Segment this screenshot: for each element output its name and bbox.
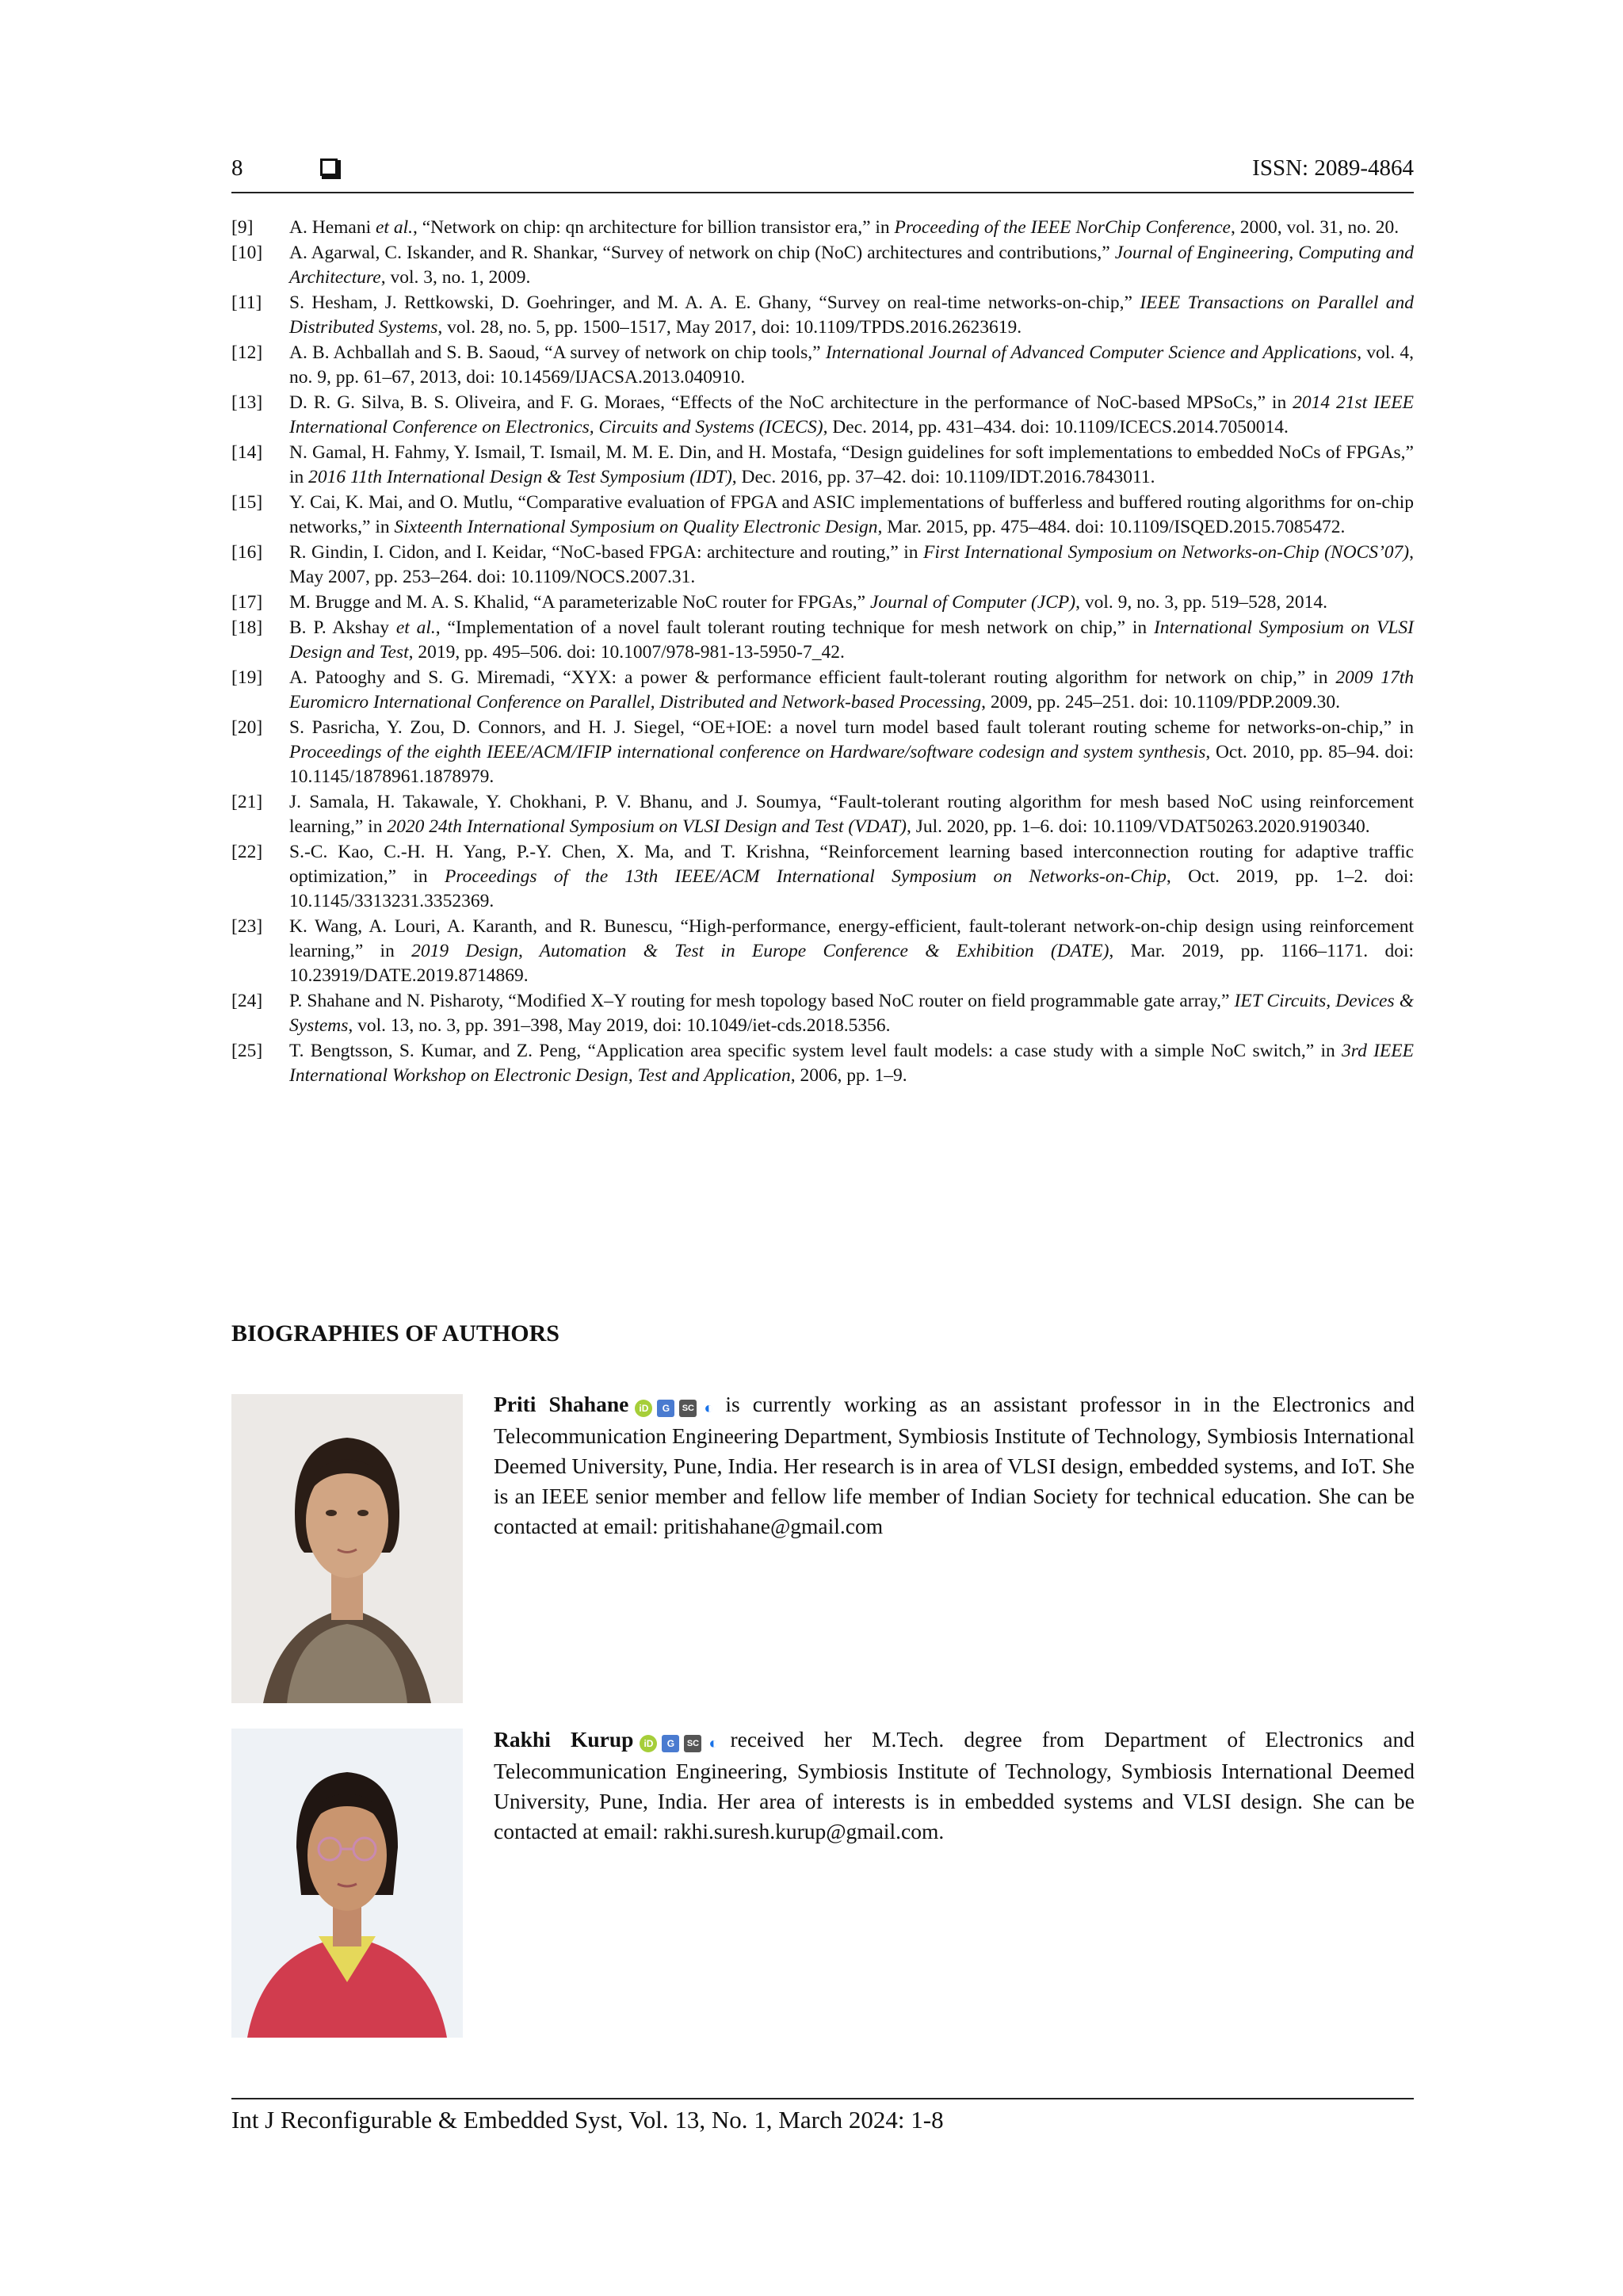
reference-italic: Proceeding of the IEEE NorChip Conference bbox=[894, 217, 1231, 238]
reference-number: [17] bbox=[231, 592, 263, 613]
author-photo-rakhi-kurup bbox=[231, 1729, 463, 2038]
reference-segment: A. Agarwal, C. Iskander, and R. Shankar, “Survey of network on chip (NoC) architectures and contributions,” bbox=[289, 243, 1115, 263]
reference-italic: Journal of Computer (JCP) bbox=[869, 592, 1076, 613]
reference-segment: , 2009, pp. 245–251. doi: 10.1109/PDP.2009.30. bbox=[981, 692, 1340, 712]
reference-text bbox=[289, 492, 1414, 537]
reference-italic: 2020 24th International Symposium on VLSI Design and Test (VDAT) bbox=[387, 816, 907, 837]
reference-number: [13] bbox=[231, 392, 263, 413]
reference-italic: International Journal of Advanced Computer Science and Applications bbox=[825, 342, 1358, 363]
reference-text bbox=[289, 442, 1414, 487]
reference-segment: P. Shahane and N. Pisharoty, “Modified X–Y routing for mesh topology based NoC router on field programmable gate array,” bbox=[289, 991, 1235, 1011]
reference-number: [21] bbox=[231, 792, 263, 812]
reference-text bbox=[289, 717, 1414, 787]
reference-segment: , “Implementation of a novel fault tolerant routing technique for mesh network on chip,” in bbox=[435, 617, 1154, 638]
author-profile-icons bbox=[635, 1391, 720, 1421]
footer-rule bbox=[231, 2098, 1414, 2099]
publons-icon[interactable]: ◐ bbox=[701, 1400, 716, 1417]
reference-item bbox=[231, 391, 1414, 440]
reference-item bbox=[231, 790, 1414, 839]
author-bio-text: received her M.Tech. degree from Department of Electronics and Telecommunication Engineering, Symbiosis Institute of Technology, Symbiosis International Deemed University, Pune, India. Her area of interests is in embedded systems and VLSI design. She can be contacted at email: rakhi.suresh.kurup@gmail.com. bbox=[494, 1727, 1415, 1843]
reference-text bbox=[289, 617, 1414, 663]
reference-text bbox=[289, 842, 1414, 911]
reference-number: [24] bbox=[231, 991, 263, 1011]
reference-segment: S. Pasricha, Y. Zou, D. Connors, and H. J. Siegel, “OE+IOE: a novel turn model based fault tolerant routing scheme for networks-on-chip,” in bbox=[289, 717, 1414, 738]
reference-segment: S.-C. Kao, C.-H. H. Yang, P.-Y. Chen, X. Ma, and T. Krishna, “Reinforcement learning based interconnection routing for adaptive traffic optimization,” in bbox=[289, 842, 1414, 887]
reference-text bbox=[289, 542, 1414, 587]
reference-item bbox=[231, 541, 1414, 590]
reference-item bbox=[231, 441, 1414, 490]
reference-italic: 2016 11th International Design & Test Symposium (IDT) bbox=[308, 467, 732, 487]
reference-text bbox=[289, 1041, 1414, 1086]
reference-segment: , vol. 13, no. 3, pp. 391–398, May 2019, doi: 10.1049/iet-cds.2018.5356. bbox=[348, 1015, 891, 1036]
reference-segment: T. Bengtsson, S. Kumar, and Z. Peng, “Application area specific system level fault models: a case study with a simple NoC switch,” in bbox=[289, 1041, 1342, 1061]
reference-item bbox=[231, 716, 1414, 789]
reference-italic: 2009 17th Euromicro International Conference on Parallel, Distributed and Network-based Processing bbox=[289, 667, 1415, 712]
scopus-icon[interactable]: SC bbox=[684, 1735, 701, 1752]
reference-text bbox=[289, 243, 1414, 288]
reference-segment: N. Gamal, H. Fahmy, Y. Ismail, T. Ismail, M. M. E. Din, and H. Mostafa, “Design guidelines for soft implementations to embedded NoCs of FPGAs,” in bbox=[289, 442, 1414, 487]
reference-italic: et al. bbox=[395, 617, 436, 638]
reference-segment: A. Hemani bbox=[289, 217, 376, 238]
reference-segment: R. Gindin, I. Cidon, and I. Keidar, “NoC-based FPGA: architecture and routing,” in bbox=[289, 542, 923, 563]
reference-segment: , Dec. 2014, pp. 431–434. doi: 10.1109/ICECS.2014.7050014. bbox=[823, 417, 1289, 437]
author-name: Priti Shahane bbox=[494, 1392, 629, 1416]
reference-number: [16] bbox=[231, 542, 263, 563]
reference-text bbox=[289, 991, 1414, 1036]
reference-segment: , vol. 9, no. 3, pp. 519–528, 2014. bbox=[1075, 592, 1327, 613]
reference-italic: 3rd IEEE International Workshop on Electronic Design, Test and Application bbox=[289, 1041, 1414, 1086]
reference-number: [15] bbox=[231, 492, 263, 513]
references-list bbox=[231, 216, 1414, 1089]
reference-segment: , Mar. 2015, pp. 475–484. doi: 10.1109/ISQED.2015.7085472. bbox=[877, 517, 1346, 537]
reference-number: [9] bbox=[231, 217, 254, 238]
reference-item bbox=[231, 616, 1414, 665]
reference-italic: IET Circuits, Devices & Systems bbox=[289, 991, 1414, 1036]
reference-number: [22] bbox=[231, 842, 263, 862]
page-header bbox=[231, 155, 1414, 190]
reference-text bbox=[289, 667, 1414, 712]
reference-text bbox=[289, 592, 1327, 613]
reference-italic: et al. bbox=[376, 217, 413, 238]
reference-segment: , Dec. 2016, pp. 37–42. doi: 10.1109/IDT.2016.7843011. bbox=[731, 467, 1155, 487]
reference-number: [25] bbox=[231, 1041, 263, 1061]
reference-italic: 2014 21st IEEE International Conference on Electronics, Circuits and Systems (ICECS) bbox=[289, 392, 1414, 437]
reference-segment: , Oct. 2010, pp. 85–94. doi: 10.1145/1878961.1878979. bbox=[289, 742, 1414, 787]
reference-segment: , 2006, pp. 1–9. bbox=[790, 1065, 907, 1086]
reference-number: [18] bbox=[231, 617, 263, 638]
reference-segment: M. Brugge and M. A. S. Khalid, “A parameterizable NoC router for FPGAs,” bbox=[289, 592, 870, 613]
reference-italic: Proceedings of the 13th IEEE/ACM International Symposium on Networks-on-Chip bbox=[444, 866, 1167, 887]
issn: ISSN: 2089-4864 bbox=[1252, 155, 1414, 181]
reference-text bbox=[289, 792, 1414, 837]
reference-number: [12] bbox=[231, 342, 263, 363]
biographies-heading: BIOGRAPHIES OF AUTHORS bbox=[231, 1320, 559, 1347]
publons-icon[interactable]: ◐ bbox=[706, 1735, 720, 1752]
google-scholar-icon[interactable]: G bbox=[662, 1735, 679, 1752]
reference-text bbox=[289, 292, 1414, 338]
reference-text bbox=[289, 217, 1399, 238]
author-bio-text: is currently working as an assistant professor in in the Electronics and Telecommunication Engineering Department, Symbiosis Institute of Technology, Symbiosis International Deemed University, Pune, India. Her research is in area of VLSI design, embedded systems, and IoT. She is an IEEE senior member and fellow life member of Indian Society for technical education. She can be contacted at email: pritishahane@gmail.com bbox=[494, 1392, 1415, 1538]
reference-item bbox=[231, 1039, 1414, 1088]
reference-item bbox=[231, 341, 1414, 390]
reference-number: [23] bbox=[231, 916, 263, 937]
reference-segment: K. Wang, A. Louri, A. Karanth, and R. Bunescu, “High-performance, energy-efficient, fault-tolerant network-on-chip design using reinforcement learning,” in bbox=[289, 916, 1414, 961]
reference-number: [10] bbox=[231, 243, 263, 263]
reference-italic: 2019 Design, Automation & Test in Europe Conference & Exhibition (DATE) bbox=[411, 941, 1109, 961]
reference-italic: International Symposium on VLSI Design and Test bbox=[289, 617, 1414, 663]
reference-number: [20] bbox=[231, 717, 263, 738]
reference-item bbox=[231, 840, 1414, 914]
reference-text bbox=[289, 916, 1414, 986]
reference-italic: First International Symposium on Networks-on-Chip (NOCS’07) bbox=[922, 542, 1410, 563]
author-profile-icons bbox=[640, 1726, 725, 1756]
reference-segment: A. B. Achballah and S. B. Saoud, “A survey of network on chip tools,” bbox=[289, 342, 826, 363]
biography-priti-shahane bbox=[494, 1389, 1415, 1541]
reference-item bbox=[231, 989, 1414, 1038]
google-scholar-icon[interactable]: G bbox=[657, 1400, 674, 1417]
reference-segment: , Oct. 2019, pp. 1–2. doi: 10.1145/3313231.3352369. bbox=[289, 866, 1414, 911]
reference-number: [11] bbox=[231, 292, 262, 313]
reference-segment: , 2019, pp. 495–506. doi: 10.1007/978-981-13-5950-7_42. bbox=[408, 642, 845, 663]
reference-text bbox=[289, 392, 1414, 437]
reference-item bbox=[231, 666, 1414, 715]
reference-segment: , vol. 4, no. 9, pp. 61–67, 2013, doi: 10.14569/IJACSA.2013.040910. bbox=[289, 342, 1415, 388]
reference-text bbox=[289, 342, 1414, 388]
reference-number: [19] bbox=[231, 667, 263, 688]
reference-italic: Journal of Engineering, Computing and Architecture bbox=[289, 243, 1414, 288]
reference-italic: Proceedings of the eighth IEEE/ACM/IFIP international conference on Hardware/software codesign and system synthesis bbox=[289, 742, 1206, 762]
page-footer: Int J Reconfigurable & Embedded Syst, Vol. 13, No. 1, March 2024: 1-8 bbox=[231, 2106, 944, 2134]
reference-item bbox=[231, 291, 1414, 340]
reference-segment: , “Network on chip: qn architecture for billion transistor era,” in bbox=[413, 217, 895, 238]
reference-segment: A. Patooghy and S. G. Miremadi, “XYX: a power & performance efficient fault-tolerant routing algorithm for network on chip,” in bbox=[289, 667, 1336, 688]
reference-segment: , Jul. 2020, pp. 1–6. doi: 10.1109/VDAT50263.2020.9190340. bbox=[906, 816, 1370, 837]
reference-segment: , 2000, vol. 31, no. 20. bbox=[1230, 217, 1400, 238]
reference-segment: , May 2007, pp. 253–264. doi: 10.1109/NOCS.2007.31. bbox=[289, 542, 1414, 587]
reference-item bbox=[231, 590, 1414, 615]
author-photo-priti-shahane bbox=[231, 1394, 463, 1703]
author-name: Rakhi Kurup bbox=[494, 1727, 634, 1752]
reference-item bbox=[231, 241, 1414, 290]
reference-item bbox=[231, 216, 1414, 240]
scopus-icon[interactable]: SC bbox=[679, 1400, 697, 1417]
orcid-icon[interactable]: iD bbox=[640, 1735, 657, 1752]
reference-segment: S. Hesham, J. Rettkowski, D. Goehringer, and M. A. A. E. Ghany, “Survey on real-time networks-on-chip,” bbox=[289, 292, 1140, 313]
reference-segment: , vol. 28, no. 5, pp. 1500–1517, May 2017, doi: 10.1109/TPDS.2016.2623619. bbox=[437, 317, 1022, 338]
checkbox-square-icon bbox=[320, 159, 338, 176]
reference-segment: Y. Cai, K. Mai, and O. Mutlu, “Comparative evaluation of FPGA and ASIC implementations of bufferless and buffered routing algorithms for on-chip networks,” in bbox=[289, 492, 1414, 537]
header-rule bbox=[231, 192, 1414, 193]
reference-italic: IEEE Transactions on Parallel and Distributed Systems bbox=[289, 292, 1414, 338]
reference-segment: B. P. Akshay bbox=[289, 617, 396, 638]
reference-segment: D. R. G. Silva, B. S. Oliveira, and F. G. Moraes, “Effects of the NoC architecture in the performance of NoC-based MPSoCs,” in bbox=[289, 392, 1293, 413]
reference-item bbox=[231, 491, 1414, 540]
reference-segment: , vol. 3, no. 1, 2009. bbox=[380, 267, 531, 288]
reference-item bbox=[231, 915, 1414, 988]
biography-rakhi-kurup bbox=[494, 1725, 1415, 1847]
reference-number: [14] bbox=[231, 442, 263, 463]
orcid-icon[interactable]: iD bbox=[635, 1400, 652, 1417]
reference-italic: Sixteenth International Symposium on Quality Electronic Design bbox=[394, 517, 878, 537]
page-number: 8 bbox=[231, 155, 243, 181]
reference-segment: J. Samala, H. Takawale, Y. Chokhani, P. V. Bhanu, and J. Soumya, “Fault-tolerant routing algorithm for mesh based NoC using reinforcement learning,” in bbox=[289, 792, 1414, 837]
reference-segment: , Mar. 2019, pp. 1166–1171. doi: 10.23919/DATE.2019.8714869. bbox=[289, 941, 1415, 986]
